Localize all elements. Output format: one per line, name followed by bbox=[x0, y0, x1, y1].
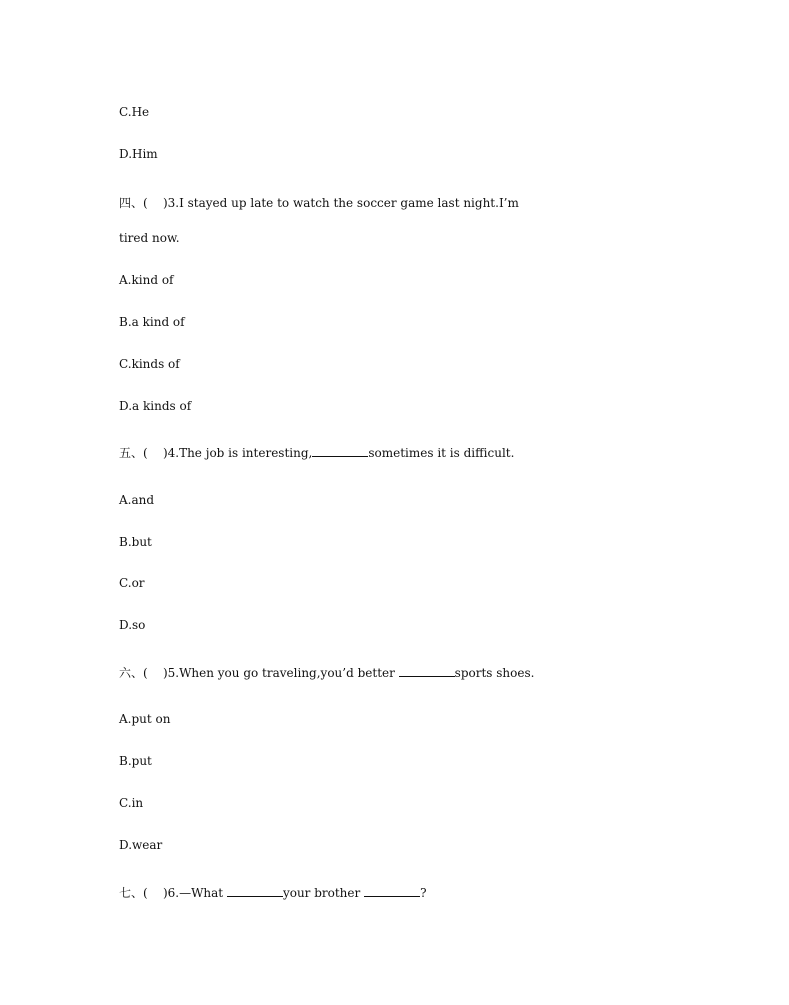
question-4 bbox=[119, 445, 514, 461]
question-3-line-2: tired now. bbox=[119, 231, 180, 245]
option-d: D.Him bbox=[119, 147, 158, 161]
option-c: C.or bbox=[119, 576, 145, 590]
question-3-line-1: 四、( )3.I stayed up late to watch the soccer game last night.I’m bbox=[119, 196, 519, 210]
option-c: C.He bbox=[119, 105, 150, 119]
option-b: B.a kind of bbox=[119, 315, 185, 329]
option-b: B.put bbox=[119, 754, 152, 768]
question-6-suffix: ? bbox=[420, 886, 427, 900]
answer-blank bbox=[227, 885, 283, 897]
question-4-suffix: sometimes it is difficult. bbox=[368, 446, 515, 460]
question-4-prefix: 五、( )4.The job is interesting, bbox=[119, 446, 313, 460]
question-5-prefix: 六、( )5.When you go traveling,you’d better bbox=[119, 666, 399, 680]
option-b: B.but bbox=[119, 535, 152, 549]
option-a: A.and bbox=[119, 493, 155, 507]
option-a: A.kind of bbox=[119, 273, 174, 287]
option-d: D.wear bbox=[119, 838, 163, 852]
question-6-middle: your brother bbox=[282, 886, 365, 900]
answer-blank bbox=[312, 445, 368, 457]
option-a: A.put on bbox=[119, 712, 171, 726]
question-6 bbox=[119, 885, 427, 901]
option-c: C.kinds of bbox=[119, 357, 180, 371]
answer-blank bbox=[364, 885, 420, 897]
option-d: D.a kinds of bbox=[119, 399, 192, 413]
question-5 bbox=[119, 665, 534, 681]
option-c: C.in bbox=[119, 796, 144, 810]
question-5-suffix: sports shoes. bbox=[454, 666, 535, 680]
answer-blank bbox=[399, 665, 455, 677]
question-6-prefix: 七、( )6.—What bbox=[119, 886, 227, 900]
option-d: D.so bbox=[119, 618, 146, 632]
